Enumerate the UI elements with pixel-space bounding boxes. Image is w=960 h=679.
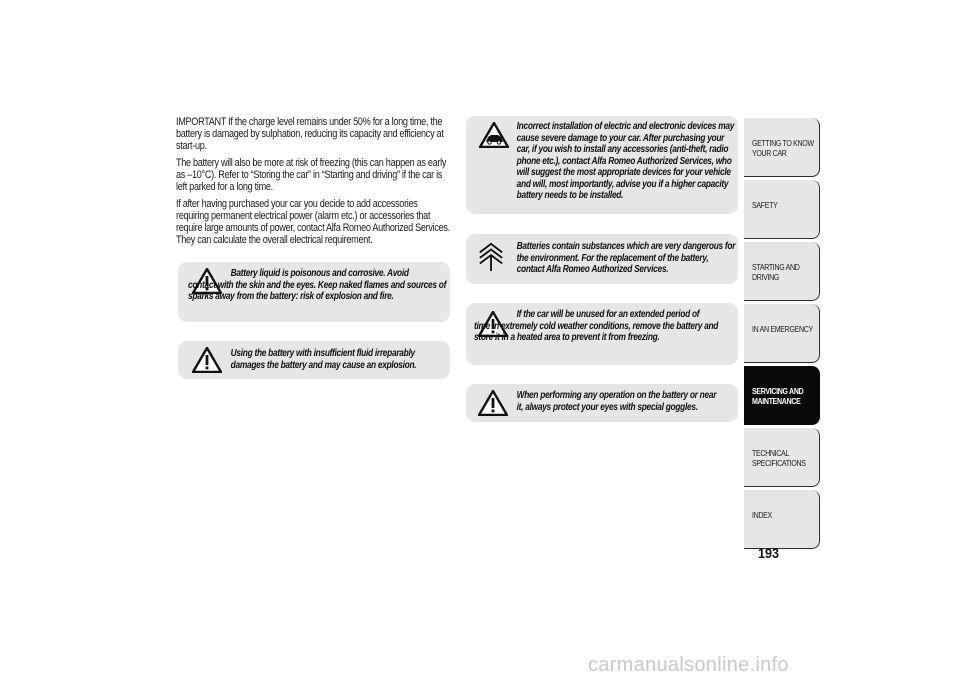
page-number: 193 [758,545,780,561]
tab-in-an-emergency[interactable] [744,304,820,363]
warning-text-rest: time in extremely cold weather conditions, remove the battery and store it in a heated area to prevent it from freezing. [474,320,719,343]
tab-label: INDEX [752,510,772,520]
warning-box-insufficient-fluid [178,341,450,379]
tab-label: GETTING TO KNOW YOUR CAR [752,138,814,158]
accessories-paragraph: If after having purchased your car you decide to add accessories requiring permanent electrical power (alarm etc.) or accessories that require large amounts of power, contact Alfa Romeo Authorized Services. They can calculate the overall electrical requirement. [176,198,450,246]
tab-servicing-and-maintenance[interactable] [744,366,820,425]
tab-technical-specifications[interactable] [744,428,820,487]
warning-text-first-line: Batteries contain substances which are very dangerous for [516,241,736,252]
warning-box-battery-liquid [178,262,450,322]
warning-box-goggles [466,384,738,422]
warning-box-cold-storage [466,303,738,365]
warning-text-rest: cause severe damage to your car. After purchasing your car, if you wish to install any accessories (anti-theft, radio phone etc.), contact Alfa Romeo Authorized Services, who will suggest the most appropriate devices for your vehicle and will, most importantly, advise you if a higher capacity battery needs to be installed. [516,132,732,201]
tab-starting-and-driving[interactable] [744,242,820,301]
tab-getting-to-know[interactable] [744,118,820,177]
tab-label: IN AN EMERGENCY [752,324,813,334]
warning-text-first-line: Battery liquid is poisonous and corrosive. Avoid [230,268,409,279]
chapter-tabs [744,118,820,552]
tab-index[interactable] [744,490,820,549]
tab-label: TECHNICAL SPECIFICATIONS [752,448,806,468]
tab-safety[interactable] [744,180,820,239]
left-column [176,116,451,251]
warning-box-electronic-devices [466,116,738,214]
warning-text-rest: it, always protect your eyes with special goggles. [516,401,698,413]
watermark: carmanualsonline.info [588,654,789,676]
warning-text-first-line: When performing any operation on the battery or near [516,390,717,401]
warning-text-first-line: Using the battery with insufficient fluid irreparably [230,348,415,359]
tab-label: SERVICING AND MAINTENANCE [752,386,804,406]
warning-text-first-line: If the car will be unused for an extended period of [516,309,700,320]
warning-box-environment [466,234,738,284]
warning-text-rest: contact with the skin and the eyes. Keep naked flames and sources of sparks away from the battery: risk of explosion and fire. [188,279,447,302]
warning-text-rest: damages the battery and may cause an explosion. [230,359,417,371]
freezing-paragraph: The battery will also be more at risk of freezing (this can happen as early as –10°C). Refer to “Storing the car” in “Starting and driving” if the car is left parked for a long time. [176,157,447,193]
tab-label: STARTING AND DRIVING [752,262,800,282]
tab-label: SAFETY [752,200,778,210]
warning-text-rest: the environment. For the replacement of the battery, contact Alfa Romeo Authorized Services. [516,252,709,275]
important-paragraph: IMPORTANT If the charge level remains under 50% for a long time, the battery is damaged by sulphation, reducing its capacity and efficiency at start-up. [176,116,444,152]
warning-text-first-line: Incorrect installation of electric and electronic devices may [516,121,735,132]
